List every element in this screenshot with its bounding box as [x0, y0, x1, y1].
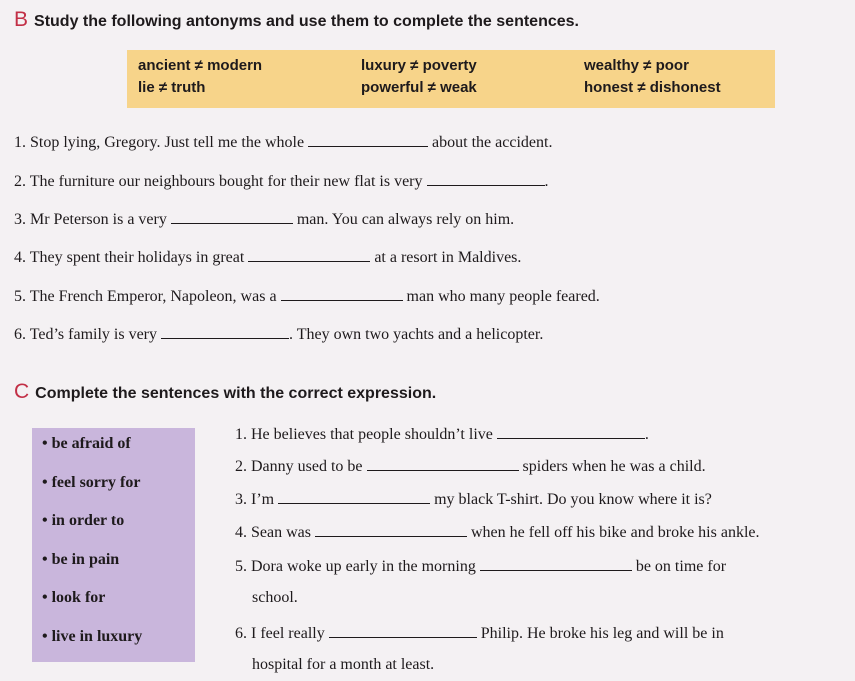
answer-blank[interactable]	[308, 132, 428, 147]
exercise-c-sentence	[235, 556, 726, 576]
expression-box	[32, 428, 195, 662]
section-b-instruction: Study the following antonyms and use them to complete the sentences.	[34, 13, 579, 30]
sentence-text: 2. Danny used to be	[235, 458, 367, 475]
expression-item: • look for	[42, 589, 106, 606]
sentence-text: 5. Dora woke up early in the morning	[235, 558, 480, 575]
exercise-c-sentence	[235, 623, 724, 643]
sentence-text: 1. Stop lying, Gregory. Just tell me the whole	[14, 134, 309, 151]
expression-item: • feel sorry for	[42, 474, 141, 491]
antonym-pair: honest ≠ dishonest	[584, 79, 721, 96]
exercise-c-sentence	[235, 424, 649, 444]
sentence-text: 4. They spent their holidays in great	[14, 249, 249, 266]
expression-item: • in order to	[42, 512, 125, 529]
exercise-b-sentence	[14, 286, 600, 306]
exercise-b-sentence	[14, 247, 521, 267]
exercise-c-sentence	[235, 522, 760, 542]
exercise-c-sentence-continuation: hospital for a month at least.	[252, 656, 435, 673]
exercise-c-sentence	[235, 456, 706, 476]
section-c-letter: C	[14, 380, 30, 403]
sentence-text: .	[544, 173, 549, 190]
sentence-text: Philip. He broke his leg and will be in	[476, 625, 724, 642]
expression-item: • be in pain	[42, 551, 120, 568]
answer-blank[interactable]	[329, 623, 477, 638]
sentence-text: .	[644, 426, 649, 443]
sentence-text: my black T-shirt. Do you know where it is?	[430, 491, 712, 508]
sentence-text: be on time for	[631, 558, 727, 575]
expression-item: • be afraid of	[42, 435, 131, 452]
answer-blank[interactable]	[281, 286, 403, 301]
sentence-text: 3. I’m	[235, 491, 279, 508]
answer-blank[interactable]	[248, 247, 370, 262]
antonym-pair: ancient ≠ modern	[138, 57, 263, 74]
answer-blank[interactable]	[278, 489, 430, 504]
answer-blank[interactable]	[497, 424, 645, 439]
exercise-b-sentence	[14, 324, 543, 344]
sentence-text: 5. The French Emperor, Napoleon, was a	[14, 288, 281, 305]
sentence-text: 6. I feel really	[235, 625, 329, 642]
sentence-text: man who many people feared.	[402, 288, 600, 305]
sentence-text: 4. Sean was	[235, 524, 315, 541]
antonym-pair: wealthy ≠ poor	[584, 57, 689, 74]
section-c-instruction: Complete the sentences with the correct expression.	[35, 385, 437, 402]
exercise-b-sentence	[14, 132, 552, 152]
exercise-b-sentence	[14, 171, 549, 191]
sentence-text: 1. He believes that people shouldn’t live	[235, 426, 497, 443]
sentence-text: spiders when he was a child.	[518, 458, 706, 475]
section-b-title	[14, 8, 579, 32]
exercise-c-sentence-continuation: school.	[252, 589, 298, 606]
sentence-text: . They own two yachts and a helicopter.	[289, 326, 544, 343]
answer-blank[interactable]	[367, 456, 519, 471]
answer-blank[interactable]	[161, 324, 289, 339]
exercise-c-sentence	[235, 489, 712, 509]
sentence-text: about the accident.	[428, 134, 553, 151]
answer-blank[interactable]	[171, 209, 293, 224]
answer-blank[interactable]	[480, 556, 632, 571]
exercise-b-sentence	[14, 209, 514, 229]
sentence-text: man. You can always rely on him.	[292, 211, 515, 228]
sentence-text: at a resort in Maldives.	[370, 249, 522, 266]
answer-blank[interactable]	[427, 171, 545, 186]
antonym-pair: luxury ≠ poverty	[361, 57, 477, 74]
sentence-text: 3. Mr Peterson is a very	[14, 211, 171, 228]
expression-item: • live in luxury	[42, 628, 143, 645]
sentence-text: 6. Ted’s family is very	[14, 326, 162, 343]
antonym-pair: powerful ≠ weak	[361, 79, 477, 96]
section-b-letter: B	[14, 8, 29, 31]
section-c-title	[14, 380, 436, 404]
answer-blank[interactable]	[315, 522, 467, 537]
antonym-pair: lie ≠ truth	[138, 79, 206, 96]
sentence-text: 2. The furniture our neighbours bought for their new flat is very	[14, 173, 427, 190]
sentence-text: when he fell off his bike and broke his ankle.	[466, 524, 760, 541]
